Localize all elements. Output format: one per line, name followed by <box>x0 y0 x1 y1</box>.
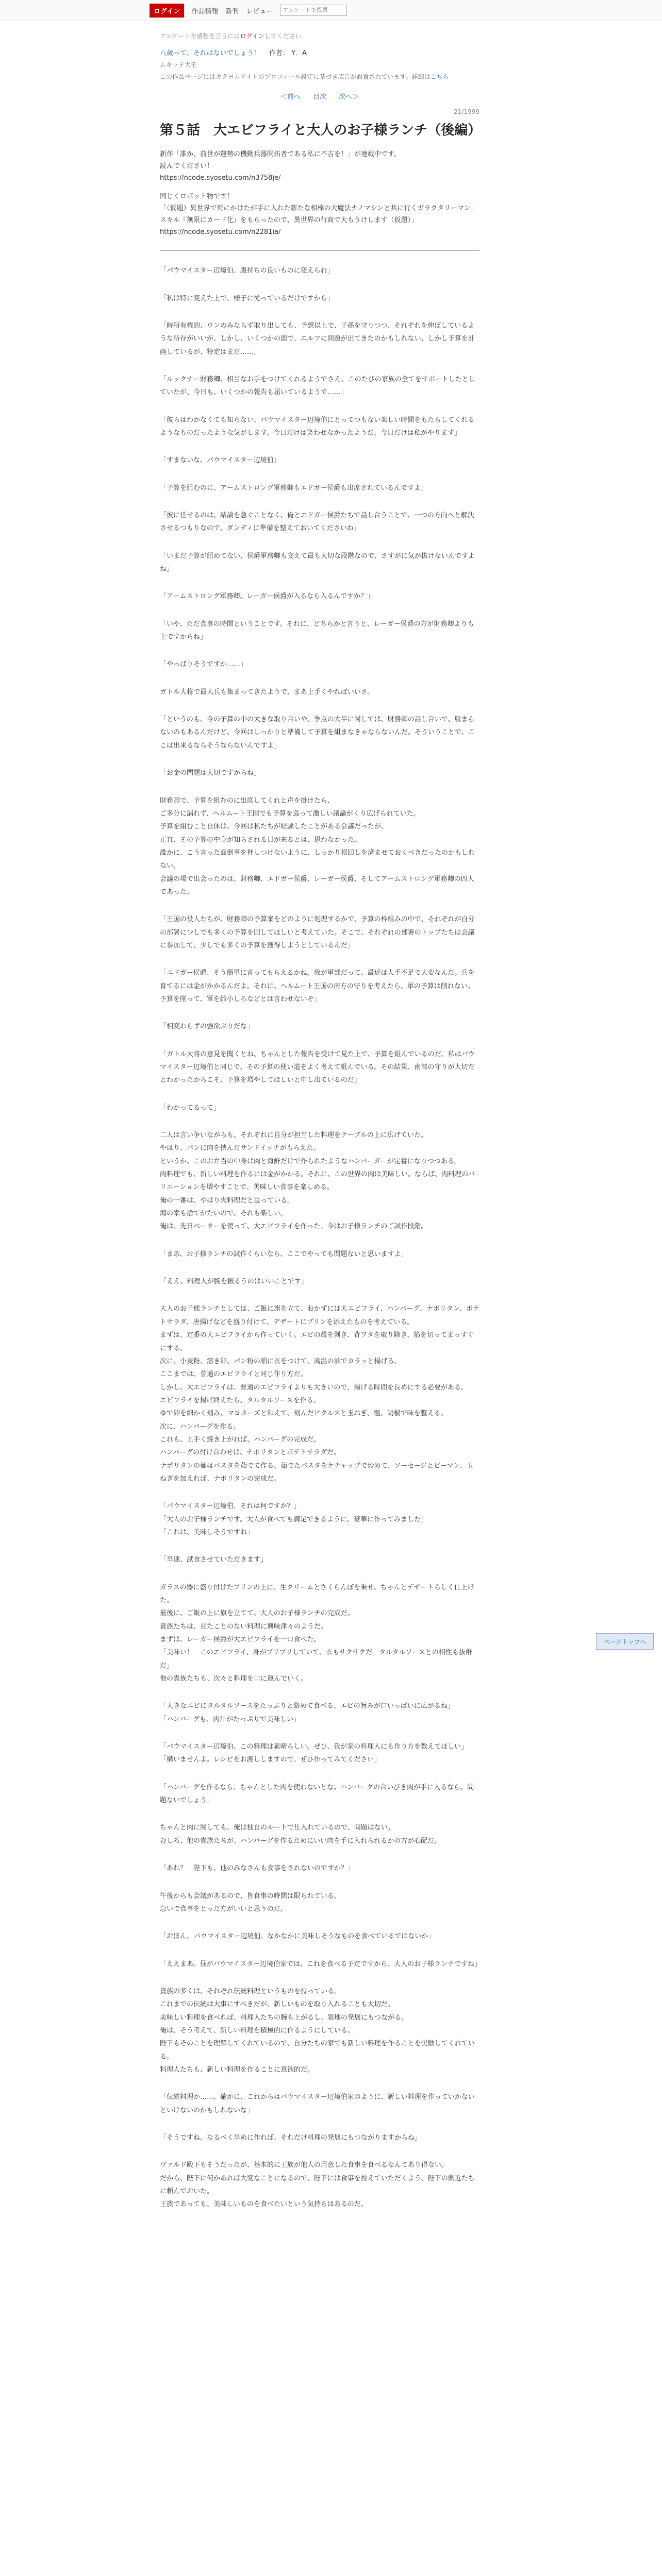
body-paragraph: 「おほん。パウマイスター辺境伯、なかなかに美味しそうなものを食べているではないか」 <box>160 1933 435 1941</box>
body-paragraph: 午後からも会議があるので、皆食事の時間は限られている。 急いで食事をとった方がいいと思うのだ。 <box>160 1892 341 1913</box>
body-paragraph: 「あれ？ 陛下も、他のみなさんも食事をされないのですか？」 <box>160 1865 355 1873</box>
chapter-body <box>160 264 482 2211</box>
body-paragraph: 「すまないな、パウマイスター辺境伯」 <box>160 456 280 465</box>
body-paragraph: 「相変わらずの強欲ぶりだな」 <box>160 1023 254 1031</box>
top-navigation-bar <box>0 0 662 21</box>
body-paragraph: 「ガトル大将の意見を聞くとね、ちゃんとした報告を受けて見た上で、予算を組んでいるのだ。私はパウマイスター辺境伯と同じで、その予算の使い道をよく考えて組んでいる。その結果、南部の守りが大切だとわかったからこそ、予算を増やしてほしいと申し出ているのだ」 <box>160 1050 475 1084</box>
body-paragraph: 「お金の問題は大切ですからね」 <box>160 769 261 777</box>
body-paragraph: 二人は言い争いながらも、それぞれに自分が担当した料理をテーブルの上に広げていた。 やはり、パンに肉を挟んだサンドイッチがもらえた。 というか、このお弁当の中身は肉と海鮮だけで作られたようなハンバーガーが定番になりつつある。 肉料理でも、新しい料理を作るには金がかかる。それに、この世界の肉は美味しい。ならば、肉料理のバリエーションを増やすことで、美味しい食事を楽しめる。 俺の一番は、やはり肉料理だと思っている。 海の幸も捨てがたいので、それも楽しい。 俺は、先日ベーターを使って、大エビフライを作った。今はお子様ランチのご試作段階。 <box>160 1131 475 1231</box>
body-paragraph: 「そうですね。なるべく早めに作れば、それだけ料理の発展にもつながりますからね」 <box>160 2133 422 2142</box>
body-paragraph: 「王国の役人たちが、財務卿の予算案をどのように処理するかで、予算の枠組みの中で、それぞれが自分の部署に少しでも多くの予算を回してほしいと考えていた。そこで、それぞれの部署のトップたちは会議に参加して、少しでも多くの予算を獲得しようとしているんだ」 <box>160 916 475 950</box>
author-line <box>160 47 479 57</box>
body-paragraph: 「彼らはわかなくても知らない、パウマイスター辺境伯にとってつもない楽しい時間をもたらしてくれるようなものだったような気がします。今日だけは笑わせなかったようだ。今日だけは私がやります」 <box>160 416 475 437</box>
author-name[interactable]: Y．A <box>291 49 307 57</box>
body-paragraph: 「伝統料理か……。確かに、これからはパウマイスター辺境伯家のように、新しい料理を作っていかないといけないのかもしれないな」 <box>160 2093 475 2114</box>
toc-link[interactable]: 目次 <box>312 93 326 101</box>
body-paragraph: 「エドガー侯爵、そう簡単に言ってもらえるかね。我が軍部だって、最近は人手不足で大変なんだ。兵を育てるには金がかかるんだよ。それに、ヘルムート王国の南方の守りを考えたら、軍の予算は削れない。予算を削って、軍を縮小しろなどとは言わせないぞ」 <box>160 969 475 1003</box>
news-link[interactable]: 新刊 <box>225 7 239 15</box>
body-paragraph: 「アームストロング軍務卿、レーガー侯爵が入るなら入るんですか？」 <box>160 592 374 601</box>
chapter-title: 第５話 大エビフライと大人のお子様ランチ（後編） <box>160 123 482 138</box>
body-paragraph: 「ええまあ。昼がパウマイスター辺境伯家では、これを食べる予定ですから、大人のお子様ランチですね」 <box>160 1960 482 1968</box>
notice-text-tail: してください <box>264 32 302 40</box>
body-paragraph: 「やっぱりそうですか……」 <box>160 660 247 669</box>
body-paragraph: 「予算を組むのに、アームストロング軍務卿もエドガー侯爵も出席されているんですよ」 <box>160 484 427 492</box>
novel-title-link[interactable]: 八歳って、それはないでしょう！ <box>160 49 260 57</box>
body-paragraph: ヴァルド殿下もそうだったが、基本的に王族が他人の用意した食事を食べるなんてあり得ない。 だから、陛下に何かあれば大変なことになるので、陛下には食事を控えていただくよう、陛下の側近たちに頼んでおいた。 王族であっても、美味しいものを食べたいという気持ちはあるのだ。 <box>160 2161 475 2209</box>
body-paragraph: 「パウマイスター辺境伯、この料理は素晴らしい。ぜひ、我が家の料理人にも作り方を教えてほしい」 「構いませんよ。レシピをお渡ししますので、ぜひ作ってみてください」 <box>160 1743 468 1764</box>
prev-chapter-link[interactable]: ＜前へ <box>280 93 301 101</box>
body-paragraph: ガラスの器に盛り付けたプリンの上に、生クリームとさくらんぼを乗せ、ちゃんとデザートらしく仕上げた。 最後に、ご飯の上に旗を立てて、大人のお子様ランチの完成だ。 貴族たちは、見たことのない料理に興味津々のようだ。 まずは、レーガー侯爵が大エビフライを一口食べた。 「美味い！ このエビフライ、身がプリプリしていて、衣もサクサクだ。タルタルソースとの相性も抜群だ」 他の貴族たちも、次々と料理を口に運んでいく。 <box>160 1583 474 1683</box>
author-label: 作者： <box>269 49 289 57</box>
ad-notice-text: この作品ページにはカクヨムサイトのプロフィール設定に基づき広告が設置されています。詳細は <box>160 73 431 80</box>
body-paragraph: 「彼に任せるのは、結論を急ぐことなく、俺とエドガー侯爵たちで話し合うことで、一つの方向へと解決させるつもりなので、ダンディに準備を整えておいてくださいね」 <box>160 512 474 533</box>
body-paragraph: 大人のお子様ランチとしては、ご飯に旗を立て、おかずには大エビフライ、ハンバーグ、ナポリタン、ポテトサラダ、唐揚げなどを盛り付けて、デザートにプリンを添えたものを考えている。 まずは、定番の大エビフライから作っていく。エビの殻を剥き、背ワタを取り除き、筋を切ってまっすぐにする。 次に、小麦粉、溶き卵、パン粉の順に衣をつけて、高温の油でカラッと揚げる。 ここまでは、普通のエビフライと同じ作り方だ。 しかし、大エビフライは、普通のエビフライよりも大きいので、揚げる時間を長めにする必要がある。 エビフライを揚げ終えたら、タルタルソースを作る。 ゆで卵を細かく刻み、マヨネーズと和えて、刻んだピクルスと玉ねぎ、塩、胡椒で味を整える。 次に、ハンバーグを作る。 これも、上手く焼き上がれば、ハンバーグの完成だ。 ハンバーグの付け合わせは、ナポリタンとポテトサラダだ。 ナポリタンの麺はパスタを茹でて作る。茹でたパスタをケチャップで炒めて、ソーセージとピーマン、玉ねぎを加えれば、ナポリタンの完成だ。 <box>160 1305 479 1483</box>
body-paragraph: 「大きなエビにタルタルソースをたっぷりと絡めて食べる、エビの旨みが口いっぱいに広がるね」 「ハンバーグも、肉汁がたっぷりで美味しい」 <box>160 1702 454 1723</box>
body-paragraph: 「わかってるって」 <box>160 1104 221 1112</box>
notice-text: アンケートや感想を言うには <box>160 32 240 40</box>
page-top-button[interactable]: ページトップへ <box>596 1633 654 1650</box>
chapter-pager <box>160 91 479 101</box>
content-wrapper <box>160 31 482 2211</box>
body-paragraph: 「パウマイスター辺境伯、腹持ちの良いものに変えられ」 <box>160 267 334 275</box>
preface-paragraph: 新作「誰か、前世が運勢の機動兵器開拓者である私に不吉を！」が連載中です。 読んでください！ https://ncode.syosetu.com/n3758je/ <box>160 150 401 182</box>
search-input[interactable] <box>280 5 347 16</box>
works-link[interactable]: 作品情報 <box>191 7 219 15</box>
next-chapter-link[interactable]: 次へ＞ <box>339 93 359 101</box>
series-line: ムキッテ大王 <box>160 61 197 69</box>
ad-notice-link[interactable]: こちら <box>430 73 449 80</box>
body-paragraph: ちゃんと肉に関しても、俺は独自のルートで仕入れているので、問題はない。 むしろ、他の貴族たちが、ハンバーグを作るためにいい肉を手に入れられるかの方が心配だ。 <box>160 1824 441 1845</box>
body-paragraph: 「時所有権的、ウンのみならず取り出しても、予想以上で、子孫を守りつつ、それぞれを伸ばしているような所存がいいが、しかし、いくつかの面で、エルフに問題が出てきたのかもしれない、しかし予算を計画しているが、特定はまだ……」 <box>160 321 475 356</box>
body-paragraph: 「パウマイスター辺境伯、それは何ですか？」 「大人のお子様ランチです。大人が食べても満足できるように、豪華に作ってみました」 「これは、美味しそうですね」 <box>160 1502 427 1536</box>
body-paragraph: 財務卿で、予算を組むのに出席してくれと声を掛けたら、 ご多分に漏れず、ヘルムート王国でも予算を巡って激しい議論がくり広げられていた。 予算を組むこと自体は、今回は私たちが経験したことがある会議だったが、 正直、その予算の中身が知らされる日が来るとは、思わなかった。 誰かに、こう言った面倒事を押しつけないように、しっかり根回しを済ませておくべきだったのかもしれない。 会議の場で出会ったのは、財務卿、エドガー侯爵、レーガー侯爵、そしてアームストロング軍務卿の四人であった。 <box>160 796 475 896</box>
body-paragraph: ガトル大将で最大兵も集まってきたようで、まあ上手くやればいいさ。 <box>160 688 374 696</box>
notice-login-link[interactable]: ログイン <box>240 32 264 40</box>
body-paragraph: 「ルックナー財務卿、相当なお手をつけてくれるようでさえ、このたびの家族の全てをサポートしたとしていたが、今日も、いくつかの報告も届いているようで……」 <box>160 375 475 397</box>
body-paragraph: 「まあ、お子様ランチの試作くらいなら、ここでやっても問題ないと思いますよ」 <box>160 1250 408 1258</box>
body-paragraph: 「いまだ予算が組めてない、侯爵軍務卿も交えて最も大切な段階なので、さすがに気が抜けないんですよね」 <box>160 552 475 573</box>
body-paragraph: 「というのも、今の予算の中の大きな取り合いや、争点の大半に関しては、財務卿の話し合いで、収まらないのもあるんだけど、今回はしっかりと準備して予算を組まなきゃならないんだ。そういうことで、ここは出来るならそうならないんですよ」 <box>160 716 475 750</box>
preface <box>160 149 479 238</box>
body-paragraph: 「私は特に変えた上で、様子に従っているだけですから」 <box>160 294 334 302</box>
body-paragraph: 「ハンバーグを作るなら、ちゃんとした肉を使わないとな。ハンバーグの合いびき肉が手に入るなら、問題ないでしょう」 <box>160 1783 474 1805</box>
body-paragraph: 「いや、ただ食事の時間ということです。それに、どちらかと言うと、レーガー侯爵の方が財務卿よりも上ですからね」 <box>160 620 474 641</box>
ad-notice <box>160 72 479 81</box>
body-paragraph: 「ええ、料理人が腕を振るうのはいいことです」 <box>160 1278 308 1286</box>
preface-paragraph: 同じくロボット物です！ 「（仮題）異世界で死にかけたが手に入れた新たな相棒の大魔法ナノマシンと共に行くガラクタリーマン」スキル『無限にカード化』をもらったので、異世界の行商で大もうけします（仮題）」 https://ncode.syosetu.com/n2281ia/ <box>160 193 478 236</box>
login-notice <box>160 31 479 40</box>
chapter-number: 21/1999 <box>454 108 479 115</box>
review-link[interactable]: レビュー <box>246 7 273 15</box>
body-paragraph: 「早速、試食させていただきます」 <box>160 1556 268 1564</box>
body-paragraph: 貴族の多くは、それぞれ伝統料理というものを持っている。 これまでの伝統は大事にすべきだが、新しいものを取り入れることも大切だ。 美味しい料理を食べれば、料理人たちの腕も上がるし、領地の発展にもつながる。 俺は、そう考えて、新しい料理を積極的に作るようにしている。 陛下もそのことを理解してくれているので、自分たちの家でも新しい料理を作ることを奨励してくれている。 料理人たちも、新しい料理を作ることに意欲的だ。 <box>160 1987 475 2074</box>
divider <box>160 250 479 251</box>
login-button[interactable]: ログイン <box>150 4 184 18</box>
